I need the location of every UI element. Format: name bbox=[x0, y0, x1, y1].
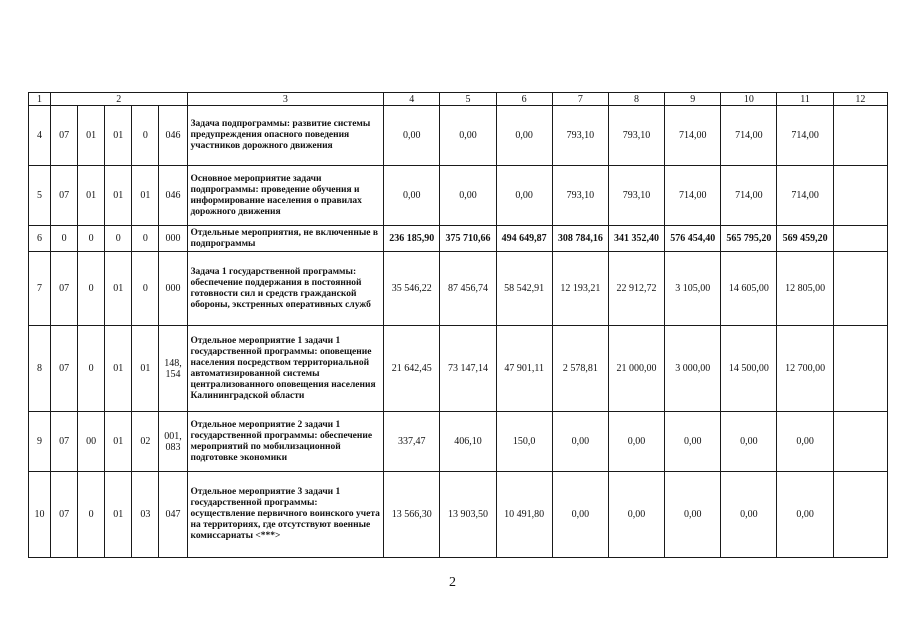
value-cell: 14 605,00 bbox=[721, 252, 777, 326]
value-cell: 0,00 bbox=[496, 166, 552, 226]
code-cell: 0 bbox=[78, 252, 105, 326]
code-cell: 10 bbox=[29, 472, 51, 558]
header-cell-2: 2 bbox=[51, 93, 187, 106]
value-cell: 3 000,00 bbox=[665, 326, 721, 412]
value-cell: 0,00 bbox=[777, 412, 833, 472]
code-cell: 0 bbox=[105, 226, 132, 252]
value-cell: 565 795,20 bbox=[721, 226, 777, 252]
code-cell: 0 bbox=[132, 106, 159, 166]
description-cell: Задача подпрограммы: развитие системы предупреждения опасного поведения участников дорожного движения bbox=[187, 106, 384, 166]
code-cell: 046 bbox=[159, 166, 187, 226]
code-cell: 0 bbox=[78, 326, 105, 412]
value-cell bbox=[833, 252, 887, 326]
header-cell-8: 8 bbox=[608, 93, 664, 106]
code-cell: 07 bbox=[51, 412, 78, 472]
value-cell: 21 642,45 bbox=[384, 326, 440, 412]
code-cell: 07 bbox=[51, 166, 78, 226]
header-cell-11: 11 bbox=[777, 93, 833, 106]
code-cell: 01 bbox=[132, 326, 159, 412]
value-cell: 375 710,66 bbox=[440, 226, 496, 252]
value-cell: 0,00 bbox=[608, 472, 664, 558]
code-cell: 5 bbox=[29, 166, 51, 226]
header-cell-9: 9 bbox=[665, 93, 721, 106]
value-cell bbox=[833, 326, 887, 412]
value-cell: 12 700,00 bbox=[777, 326, 833, 412]
code-cell: 01 bbox=[105, 472, 132, 558]
code-cell: 148, 154 bbox=[159, 326, 187, 412]
value-cell bbox=[833, 106, 887, 166]
code-cell: 00 bbox=[78, 412, 105, 472]
value-cell: 0,00 bbox=[721, 412, 777, 472]
code-cell: 8 bbox=[29, 326, 51, 412]
value-cell: 337,47 bbox=[384, 412, 440, 472]
header-cell-1: 1 bbox=[29, 93, 51, 106]
value-cell: 0,00 bbox=[721, 472, 777, 558]
value-cell bbox=[833, 412, 887, 472]
code-cell: 03 bbox=[132, 472, 159, 558]
code-cell: 046 bbox=[159, 106, 187, 166]
value-cell: 13 903,50 bbox=[440, 472, 496, 558]
table-row bbox=[29, 166, 888, 226]
header-cell-5: 5 bbox=[440, 93, 496, 106]
code-cell: 01 bbox=[105, 166, 132, 226]
value-cell: 0,00 bbox=[608, 412, 664, 472]
code-cell: 02 bbox=[132, 412, 159, 472]
value-cell: 150,0 bbox=[496, 412, 552, 472]
header-cell-3: 3 bbox=[187, 93, 384, 106]
value-cell: 714,00 bbox=[665, 106, 721, 166]
value-cell bbox=[833, 226, 887, 252]
code-cell: 000 bbox=[159, 226, 187, 252]
value-cell: 13 566,30 bbox=[384, 472, 440, 558]
value-cell: 0,00 bbox=[496, 106, 552, 166]
code-cell: 07 bbox=[51, 252, 78, 326]
value-cell: 0,00 bbox=[777, 472, 833, 558]
description-cell: Задача 1 государственной программы: обеспечение поддержания в постоянной готовности сил и средств гражданской обороны, экстренных оперативных служб bbox=[187, 252, 384, 326]
value-cell: 87 456,74 bbox=[440, 252, 496, 326]
value-cell: 12 193,21 bbox=[552, 252, 608, 326]
value-cell: 714,00 bbox=[721, 106, 777, 166]
description-cell: Отдельные мероприятия, не включенные в подпрограммы bbox=[187, 226, 384, 252]
value-cell: 0,00 bbox=[440, 106, 496, 166]
value-cell: 236 185,90 bbox=[384, 226, 440, 252]
header-row bbox=[29, 93, 888, 106]
value-cell: 0,00 bbox=[552, 472, 608, 558]
value-cell: 494 649,87 bbox=[496, 226, 552, 252]
code-cell: 01 bbox=[78, 166, 105, 226]
code-cell: 000 bbox=[159, 252, 187, 326]
value-cell: 58 542,91 bbox=[496, 252, 552, 326]
page-number: 2 bbox=[449, 575, 456, 590]
value-cell: 0,00 bbox=[552, 412, 608, 472]
value-cell: 714,00 bbox=[721, 166, 777, 226]
value-cell: 406,10 bbox=[440, 412, 496, 472]
value-cell: 308 784,16 bbox=[552, 226, 608, 252]
value-cell: 576 454,40 bbox=[665, 226, 721, 252]
value-cell: 14 500,00 bbox=[721, 326, 777, 412]
value-cell: 73 147,14 bbox=[440, 326, 496, 412]
code-cell: 01 bbox=[105, 326, 132, 412]
code-cell: 047 bbox=[159, 472, 187, 558]
code-cell: 4 bbox=[29, 106, 51, 166]
header-cell-10: 10 bbox=[721, 93, 777, 106]
code-cell: 9 bbox=[29, 412, 51, 472]
code-cell: 01 bbox=[132, 166, 159, 226]
value-cell: 793,10 bbox=[552, 106, 608, 166]
value-cell: 793,10 bbox=[552, 166, 608, 226]
budget-table bbox=[28, 92, 888, 558]
code-cell: 0 bbox=[78, 226, 105, 252]
table-row bbox=[29, 226, 888, 252]
description-cell: Основное мероприятие задачи подпрограммы: проведение обучения и информирование населения о правилах дорожного движения bbox=[187, 166, 384, 226]
value-cell: 793,10 bbox=[608, 106, 664, 166]
header-cell-6: 6 bbox=[496, 93, 552, 106]
table-row bbox=[29, 412, 888, 472]
table-row bbox=[29, 472, 888, 558]
value-cell: 714,00 bbox=[777, 166, 833, 226]
value-cell: 2 578,81 bbox=[552, 326, 608, 412]
code-cell: 0 bbox=[132, 226, 159, 252]
header-cell-12: 12 bbox=[833, 93, 887, 106]
value-cell: 12 805,00 bbox=[777, 252, 833, 326]
code-cell: 6 bbox=[29, 226, 51, 252]
value-cell: 714,00 bbox=[665, 166, 721, 226]
code-cell: 01 bbox=[105, 412, 132, 472]
description-cell: Отдельное мероприятие 2 задачи 1 государственной программы: обеспечение мероприятий по мобилизационной подготовке экономики bbox=[187, 412, 384, 472]
value-cell: 35 546,22 bbox=[384, 252, 440, 326]
value-cell: 3 105,00 bbox=[665, 252, 721, 326]
value-cell: 569 459,20 bbox=[777, 226, 833, 252]
description-cell: Отдельное мероприятие 1 задачи 1 государственной программы: оповещение населения посредством территориальной автоматизированной системы централизованного оповещения населения Калининградской области bbox=[187, 326, 384, 412]
table-row bbox=[29, 106, 888, 166]
value-cell: 21 000,00 bbox=[608, 326, 664, 412]
value-cell bbox=[833, 472, 887, 558]
code-cell: 7 bbox=[29, 252, 51, 326]
header-cell-4: 4 bbox=[384, 93, 440, 106]
code-cell: 0 bbox=[51, 226, 78, 252]
code-cell: 0 bbox=[78, 472, 105, 558]
table-row bbox=[29, 252, 888, 326]
value-cell bbox=[833, 166, 887, 226]
value-cell: 0,00 bbox=[665, 412, 721, 472]
table-row bbox=[29, 326, 888, 412]
value-cell: 0,00 bbox=[665, 472, 721, 558]
value-cell: 47 901,11 bbox=[496, 326, 552, 412]
value-cell: 793,10 bbox=[608, 166, 664, 226]
value-cell: 22 912,72 bbox=[608, 252, 664, 326]
code-cell: 07 bbox=[51, 326, 78, 412]
code-cell: 01 bbox=[105, 106, 132, 166]
description-cell: Отдельное мероприятие 3 задачи 1 государственной программы: осуществление первичного воинского учета на территориях, где отсутствуют военные комиссариаты <***> bbox=[187, 472, 384, 558]
code-cell: 001, 083 bbox=[159, 412, 187, 472]
value-cell: 0,00 bbox=[440, 166, 496, 226]
code-cell: 07 bbox=[51, 106, 78, 166]
value-cell: 714,00 bbox=[777, 106, 833, 166]
header-cell-7: 7 bbox=[552, 93, 608, 106]
code-cell: 01 bbox=[105, 252, 132, 326]
value-cell: 341 352,40 bbox=[608, 226, 664, 252]
code-cell: 0 bbox=[132, 252, 159, 326]
code-cell: 01 bbox=[78, 106, 105, 166]
value-cell: 10 491,80 bbox=[496, 472, 552, 558]
value-cell: 0,00 bbox=[384, 166, 440, 226]
code-cell: 07 bbox=[51, 472, 78, 558]
value-cell: 0,00 bbox=[384, 106, 440, 166]
